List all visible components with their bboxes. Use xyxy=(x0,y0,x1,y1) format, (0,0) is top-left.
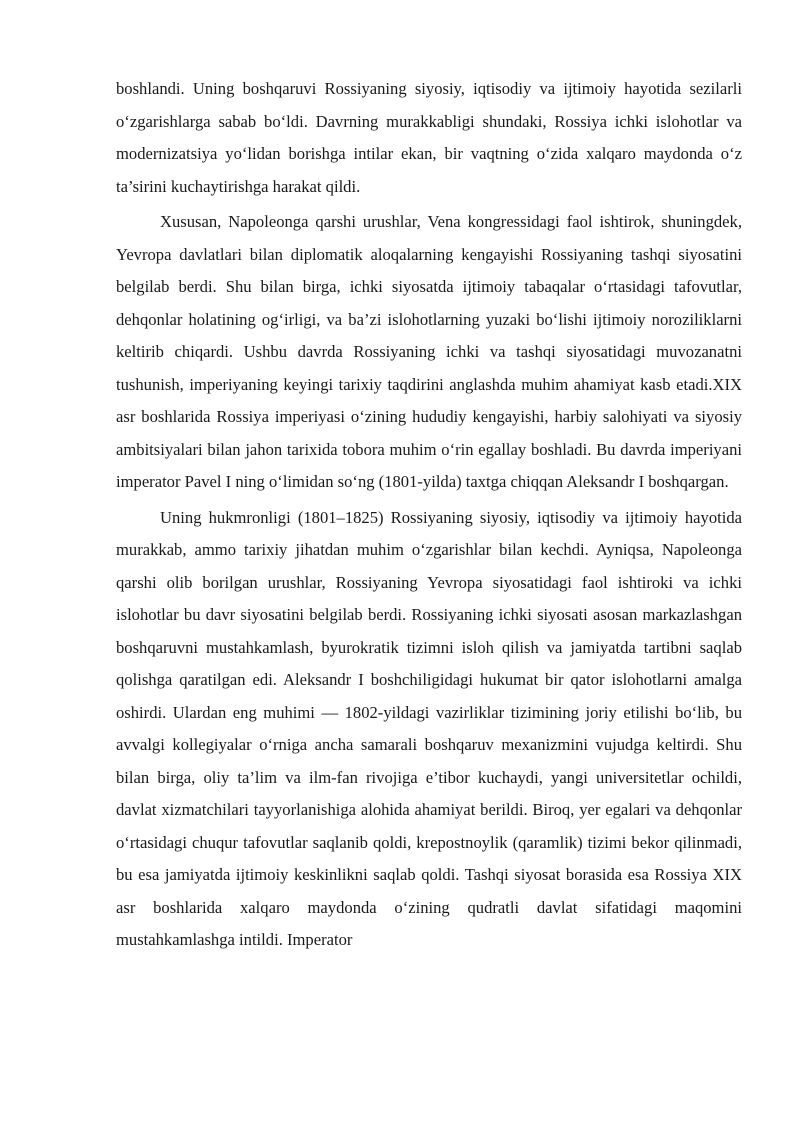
document-page xyxy=(116,73,742,960)
paragraph-2: Xususan, Napoleonga qarshi urushlar, Vena kongressidagi faol ishtirok, shuningdek, Yevropa davlatlari bilan diplomatik aloqalarning kengayishi Rossiyaning tashqi siyosatini belgilab berdi. Shu bilan birga, ichki siyosatda ijtimoiy tabaqalar o‘rtasidagi tafovutlar, dehqonlar holatining og‘irligi, va ba’zi islohotlarning yuzaki bo‘lishi ijtimoiy noroziliklarni keltirib chiqardi. Ushbu davrda Rossiyaning ichki va tashqi siyosatidagi muvozanatni tushunish, imperiyaning keyingi tarixiy taqdirini anglashda muhim ahamiyat kasb etadi.XIX asr boshlarida Rossiya imperiyasi o‘zining hududiy kengayishi, harbiy salohiyati va siyosiy ambitsiyalari bilan jahon tarixida tobora muhim o‘rin egallay boshladi. Bu davrda imperiyani imperator Pavel I ning o‘limidan so‘ng (1801-yilda) taxtga chiqqan Aleksandr I boshqargan. xyxy=(116,212,742,491)
paragraph-3: Uning hukmronligi (1801–1825) Rossiyaning siyosiy, iqtisodiy va ijtimoiy hayotida murakkab, ammo tarixiy jihatdan muhim o‘zgarishlar bilan kechdi. Ayniqsa, Napoleonga qarshi olib borilgan urushlar, Rossiyaning Yevropa siyosatidagi faol ishtiroki va ichki islohotlar bu davr siyosatini belgilab berdi. Rossiyaning ichki siyosati asosan markazlashgan boshqaruvni mustahkamlash, byurokratik tizimni isloh qilish va jamiyatda tartibni saqlab qolishga qaratilgan edi. Aleksandr I boshchiligidagi hukumat bir qator islohotlarni amalga oshirdi. Ulardan eng muhimi — 1802-yildagi vazirliklar tizimining joriy etilishi bo‘lib, bu avvalgi kollegiyalar o‘rniga ancha samarali boshqaruv mexanizmini vujudga keltirdi. Shu bilan birga, oliy ta’lim va ilm-fan rivojiga e’tibor kuchaydi, yangi universitetlar ochildi, davlat xizmatchilari tayyorlanishiga alohida ahamiyat berildi. Biroq, yer egalari va dehqonlar o‘rtasidagi chuqur tafovutlar saqlanib qoldi, krepostnoylik (qaramlik) tizimi bekor qilinmadi, bu esa jamiyatda ijtimoiy keskinlikni saqlab qoldi. Tashqi siyosat borasida esa Rossiya XIX asr boshlarida xalqaro maydonda o‘zining qudratli davlat sifatidagi maqomini mustahkamlashga intildi. Imperator xyxy=(116,507,742,949)
paragraph-1: boshlandi. Uning boshqaruvi Rossiyaning siyosiy, iqtisodiy va ijtimoiy hayotida sezilarli o‘zgarishlarga sabab bo‘ldi. Davrning murakkabligi shundaki, Rossiya ichki islohotlar va modernizatsiya yo‘lidan borishga intilar ekan, bir vaqtning o‘zida xalqaro maydonda o‘z ta’sirini kuchaytirishga harakat qildi. xyxy=(116,79,742,196)
